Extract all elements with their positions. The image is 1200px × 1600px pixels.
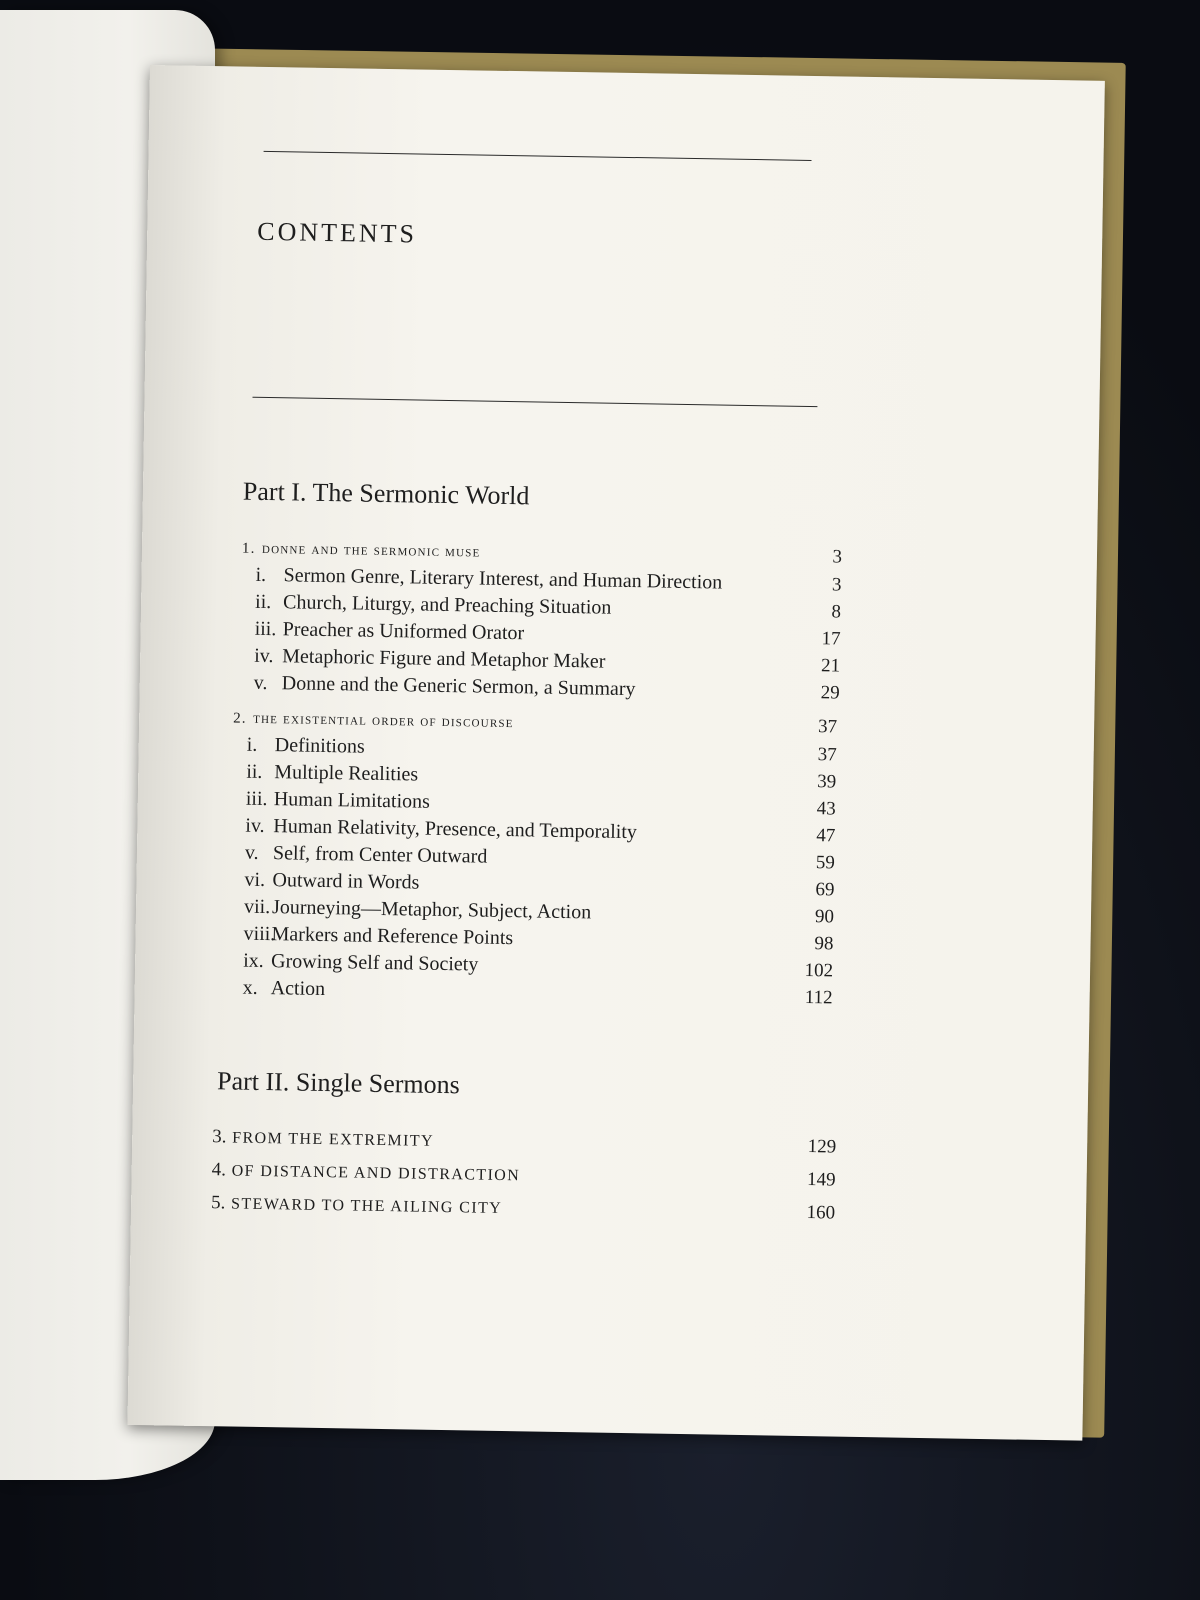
section-number: x. — [242, 976, 258, 999]
page-number: 98 — [814, 933, 834, 955]
section-title: Preacher as Uniformed Orator — [282, 618, 525, 645]
page-number: 3 — [832, 546, 843, 568]
section-number: i. — [246, 733, 258, 756]
part-2-heading: Part II. Single Sermons — [216, 1066, 461, 1100]
page-number: 8 — [831, 601, 842, 623]
page-number: 3 — [831, 574, 842, 596]
contents-page — [127, 65, 1104, 1441]
page-number: 29 — [820, 682, 840, 704]
page-number: 21 — [820, 655, 841, 677]
section-title: Multiple Realities — [274, 761, 419, 786]
chapter-2-block — [228, 706, 837, 1013]
page-number: 43 — [816, 798, 836, 820]
section-title: Definitions — [274, 734, 365, 758]
section-title: Action — [270, 977, 326, 1001]
page-number: 59 — [815, 852, 836, 874]
section-title: Growing Self and Society — [270, 950, 479, 976]
chapter-title: the existential order of discourse — [253, 710, 514, 732]
section-number: iii. — [254, 617, 277, 641]
section-number: vi. — [244, 868, 266, 892]
chapter-number: 5. — [210, 1192, 226, 1214]
section-title: Metaphoric Figure and Metaphor Maker — [282, 645, 606, 673]
contents-heading: CONTENTS — [257, 216, 418, 249]
section-number: viii. — [243, 922, 276, 946]
section-number: v. — [253, 671, 268, 695]
chapter-title: donne and the sermonic muse — [261, 540, 481, 561]
section-number: v. — [244, 841, 259, 864]
section-title: Church, Liturgy, and Preaching Situation — [282, 591, 612, 619]
chapter-title: OF DISTANCE AND DISTRACTION — [231, 1162, 521, 1185]
part-1-heading: Part I. The Sermonic World — [242, 476, 530, 511]
chapter-number: 3. — [212, 1126, 227, 1148]
chapter-title: FROM THE EXTREMITY — [232, 1129, 435, 1150]
page-number: 47 — [816, 825, 836, 847]
page-number: 90 — [814, 906, 835, 928]
chapter-1-block — [240, 537, 843, 709]
section-title: Human Relativity, Presence, and Temporality — [273, 815, 638, 844]
page-number: 160 — [806, 1202, 836, 1224]
section-number: ix. — [242, 949, 264, 973]
top-rule — [264, 151, 812, 161]
middle-rule — [252, 397, 817, 407]
chapter-title: STEWARD TO THE AILING CITY — [230, 1195, 503, 1217]
page-number: 149 — [806, 1169, 836, 1191]
chapter-number: 2. — [233, 710, 247, 727]
page-number: 129 — [807, 1136, 837, 1158]
chapter-number: 4. — [211, 1159, 227, 1181]
section-title: Human Limitations — [273, 788, 431, 813]
page-number: 37 — [817, 716, 838, 738]
section-number: ii. — [246, 760, 263, 783]
section-number: iii. — [245, 787, 268, 811]
section-title: Journeying—Metaphor, Subject, Action — [271, 896, 592, 924]
section-title: Self, from Center Outward — [272, 842, 488, 868]
section-number: i. — [255, 563, 267, 586]
section-title: Markers and Reference Points — [271, 923, 514, 950]
section-number: vii. — [243, 895, 271, 919]
page-number: 37 — [817, 744, 837, 766]
section-number: iv. — [254, 644, 274, 668]
section-title: Sermon Genre, Literary Interest, and Human Direction — [283, 564, 723, 594]
section-number: ii. — [254, 590, 272, 614]
part-2-chapters — [211, 1126, 837, 1235]
section-title: Donne and the Generic Sermon, a Summary — [281, 672, 636, 701]
page-number: 17 — [821, 628, 841, 650]
page-number: 69 — [815, 879, 835, 901]
page-number: 112 — [804, 986, 833, 1009]
chapter-number: 1. — [241, 540, 256, 557]
page-number: 102 — [804, 959, 834, 982]
page-number: 39 — [817, 771, 837, 793]
section-number: iv. — [245, 814, 265, 838]
section-title: Outward in Words — [272, 869, 420, 894]
